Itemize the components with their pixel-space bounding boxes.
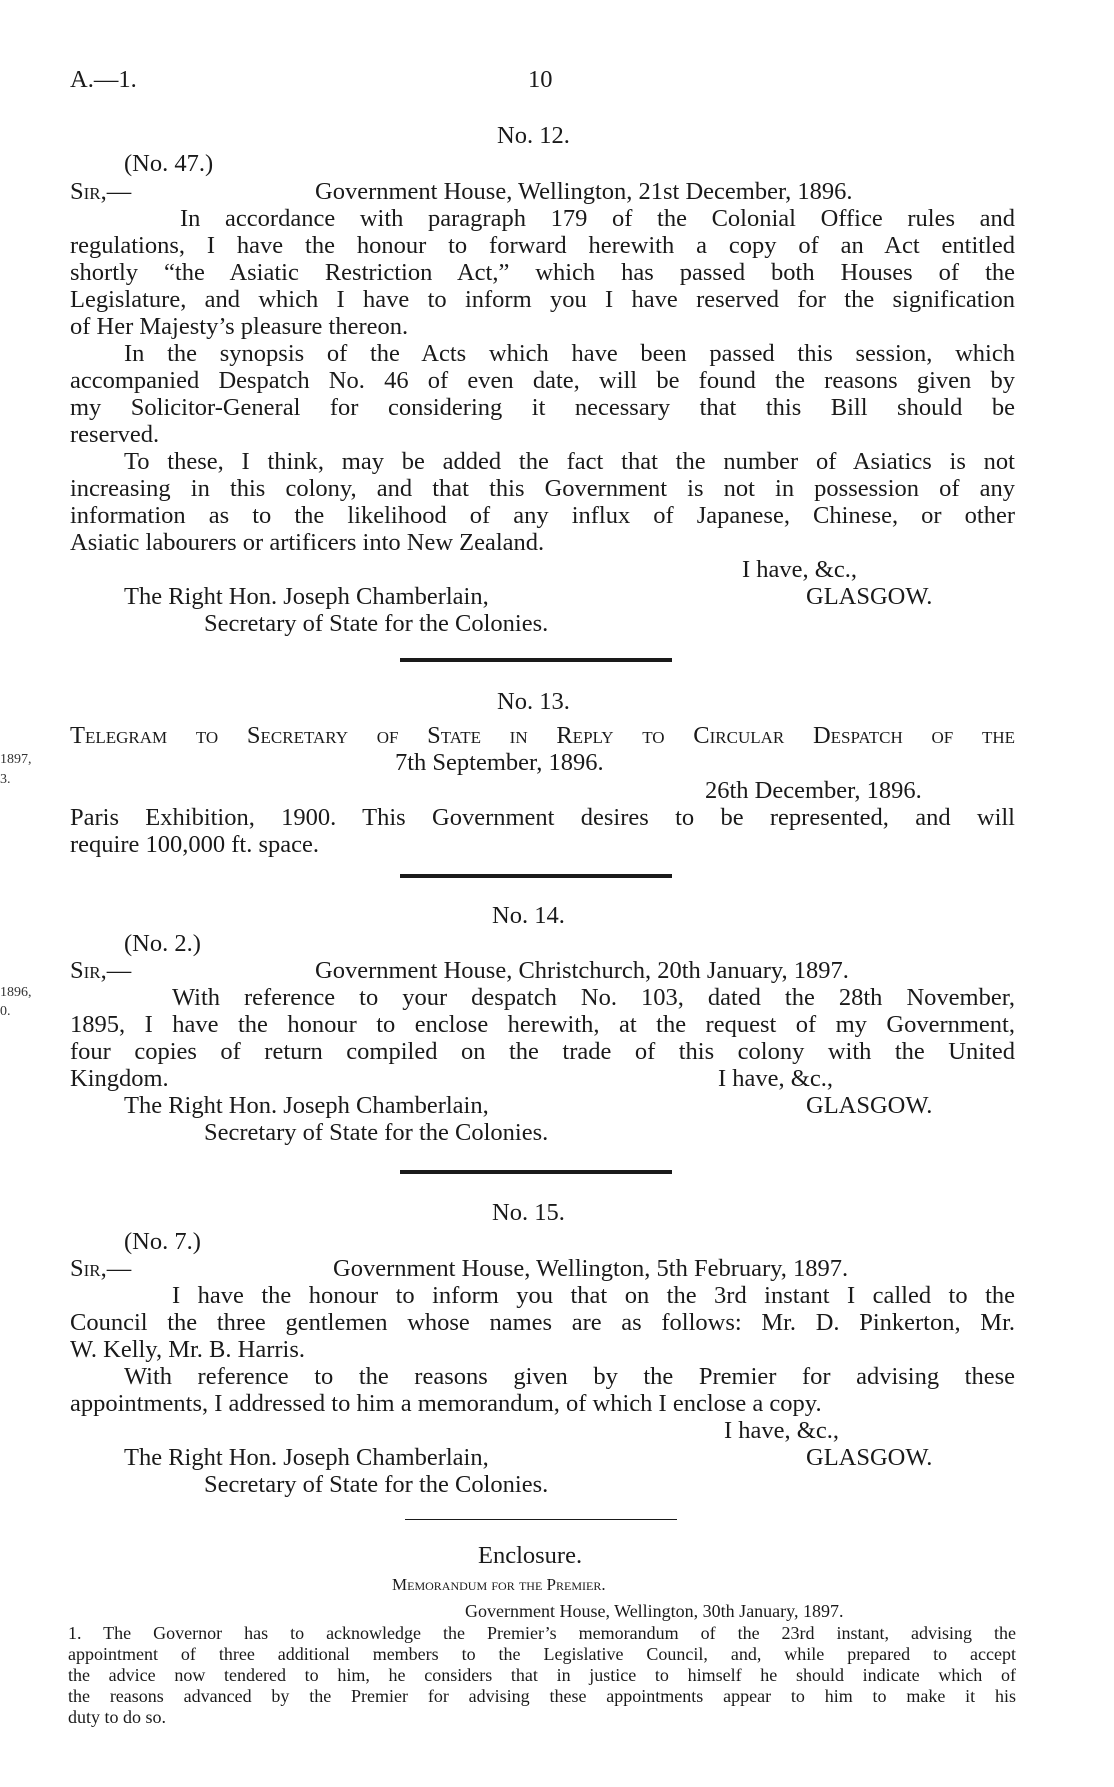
page-number: 10 bbox=[528, 66, 553, 93]
text-line: I have the honour to inform you that on the 3rd instant I called to the bbox=[172, 1282, 1015, 1309]
section-heading: No. 12. bbox=[497, 122, 570, 149]
text-line: require 100,000 ft. space. bbox=[70, 831, 319, 858]
text-line: of Her Majesty’s pleasure thereon. bbox=[70, 313, 409, 340]
text-line: With reference to the reasons given by the Premier for advising these bbox=[124, 1363, 1015, 1390]
text-line: Council the three gentlemen whose names are as follows: Mr. D. Pinkerton, Mr. bbox=[70, 1309, 1015, 1336]
salutation: Sir,— bbox=[70, 178, 132, 205]
text-line: shortly “the Asiatic Restriction Act,” which has passed both Houses of the bbox=[70, 259, 1015, 286]
dateline: Government House, Wellington, 21st December, 1896. bbox=[315, 178, 853, 205]
text-line: To these, I think, may be added the fact that the number of Asiatics is not bbox=[124, 448, 1015, 475]
salutation: Sir,— bbox=[70, 1255, 132, 1282]
margin-note: 1897, bbox=[0, 752, 32, 767]
enclosure-heading: Enclosure. bbox=[478, 1542, 583, 1569]
closing: I have, &c., bbox=[724, 1417, 839, 1444]
addressee: The Right Hon. Joseph Chamberlain, bbox=[124, 1092, 489, 1119]
text-line: my Solicitor-General for considering it necessary that this Bill should be bbox=[70, 394, 1015, 421]
text-line: appointment of three additional members to the Legislative Council, and, while prepared to accept bbox=[68, 1644, 1016, 1664]
text-line: regulations, I have the honour to forward herewith a copy of an Act entitled bbox=[70, 232, 1015, 259]
signature: GLASGOW. bbox=[806, 1092, 933, 1119]
text-line: increasing in this colony, and that this Government is not in possession of any bbox=[70, 475, 1015, 502]
dateline: Government House, Wellington, 30th January, 1897. bbox=[465, 1601, 844, 1621]
section-divider bbox=[400, 1170, 672, 1174]
text-line: duty to do so. bbox=[68, 1707, 167, 1727]
telegram-title-date: 7th September, 1896. bbox=[395, 749, 604, 776]
text-line: Legislature, and which I have to inform you I have reserved for the signification bbox=[70, 286, 1015, 313]
closing: I have, &c., bbox=[718, 1065, 833, 1092]
section-divider bbox=[405, 1519, 677, 1520]
margin-note: 0. bbox=[0, 1004, 11, 1019]
text-line: In the synopsis of the Acts which have been passed this session, which bbox=[124, 340, 1015, 367]
text-line: reserved. bbox=[70, 421, 160, 448]
telegram-date: 26th December, 1896. bbox=[705, 777, 922, 804]
memorandum-heading: Memorandum for the Premier. bbox=[392, 1575, 606, 1594]
text-line: 1. The Governor has to acknowledge the Premier’s memorandum of the 23rd instant, advising the bbox=[68, 1623, 1016, 1643]
text-line: Paris Exhibition, 1900. This Government desires to be represented, and will bbox=[70, 804, 1015, 831]
despatch-ref: (No. 2.) bbox=[124, 930, 201, 957]
text-line: appointments, I addressed to him a memorandum, of which I enclose a copy. bbox=[70, 1390, 822, 1417]
section-heading: No. 15. bbox=[492, 1199, 565, 1226]
text-line: information as to the likelihood of any influx of Japanese, Chinese, or other bbox=[70, 502, 1015, 529]
addressee: The Right Hon. Joseph Chamberlain, bbox=[124, 583, 489, 610]
addressee-title: Secretary of State for the Colonies. bbox=[204, 1119, 549, 1146]
margin-note: 3. bbox=[0, 772, 11, 787]
addressee-title: Secretary of State for the Colonies. bbox=[204, 1471, 549, 1498]
text-line: With reference to your despatch No. 103, dated the 28th November, bbox=[172, 984, 1015, 1011]
text-line: 1895, I have the honour to enclose herewith, at the request of my Government, bbox=[70, 1011, 1015, 1038]
text-line: Asiatic labourers or artificers into New Zealand. bbox=[70, 529, 545, 556]
closing: I have, &c., bbox=[742, 556, 857, 583]
text-line: Kingdom. bbox=[70, 1065, 169, 1092]
section-divider bbox=[400, 658, 672, 662]
telegram-title: Telegram to Secretary of State in Reply to Circular Despatch of the bbox=[70, 722, 1015, 749]
section-heading: No. 13. bbox=[497, 688, 570, 715]
text-line: accompanied Despatch No. 46 of even date, will be found the reasons given by bbox=[70, 367, 1015, 394]
dateline: Government House, Wellington, 5th February, 1897. bbox=[333, 1255, 849, 1282]
text-line: the advice now tendered to him, he considers that in justice to himself he should indicate which of bbox=[68, 1665, 1016, 1685]
margin-note: 1896, bbox=[0, 985, 32, 1000]
dateline: Government House, Christchurch, 20th January, 1897. bbox=[315, 957, 849, 984]
section-heading: No. 14. bbox=[492, 902, 565, 929]
despatch-ref: (No. 47.) bbox=[124, 150, 214, 177]
salutation: Sir,— bbox=[70, 957, 132, 984]
text-line: W. Kelly, Mr. B. Harris. bbox=[70, 1336, 305, 1363]
addressee: The Right Hon. Joseph Chamberlain, bbox=[124, 1444, 489, 1471]
text-line: In accordance with paragraph 179 of the Colonial Office rules and bbox=[180, 205, 1015, 232]
signature: GLASGOW. bbox=[806, 1444, 933, 1471]
document-reference: A.—1. bbox=[70, 66, 137, 93]
text-line: four copies of return compiled on the trade of this colony with the United bbox=[70, 1038, 1015, 1065]
text-line: the reasons advanced by the Premier for advising these appointments appear to him to make it his bbox=[68, 1686, 1016, 1706]
addressee-title: Secretary of State for the Colonies. bbox=[204, 610, 549, 637]
signature: GLASGOW. bbox=[806, 583, 933, 610]
despatch-ref: (No. 7.) bbox=[124, 1228, 201, 1255]
section-divider bbox=[400, 874, 672, 878]
